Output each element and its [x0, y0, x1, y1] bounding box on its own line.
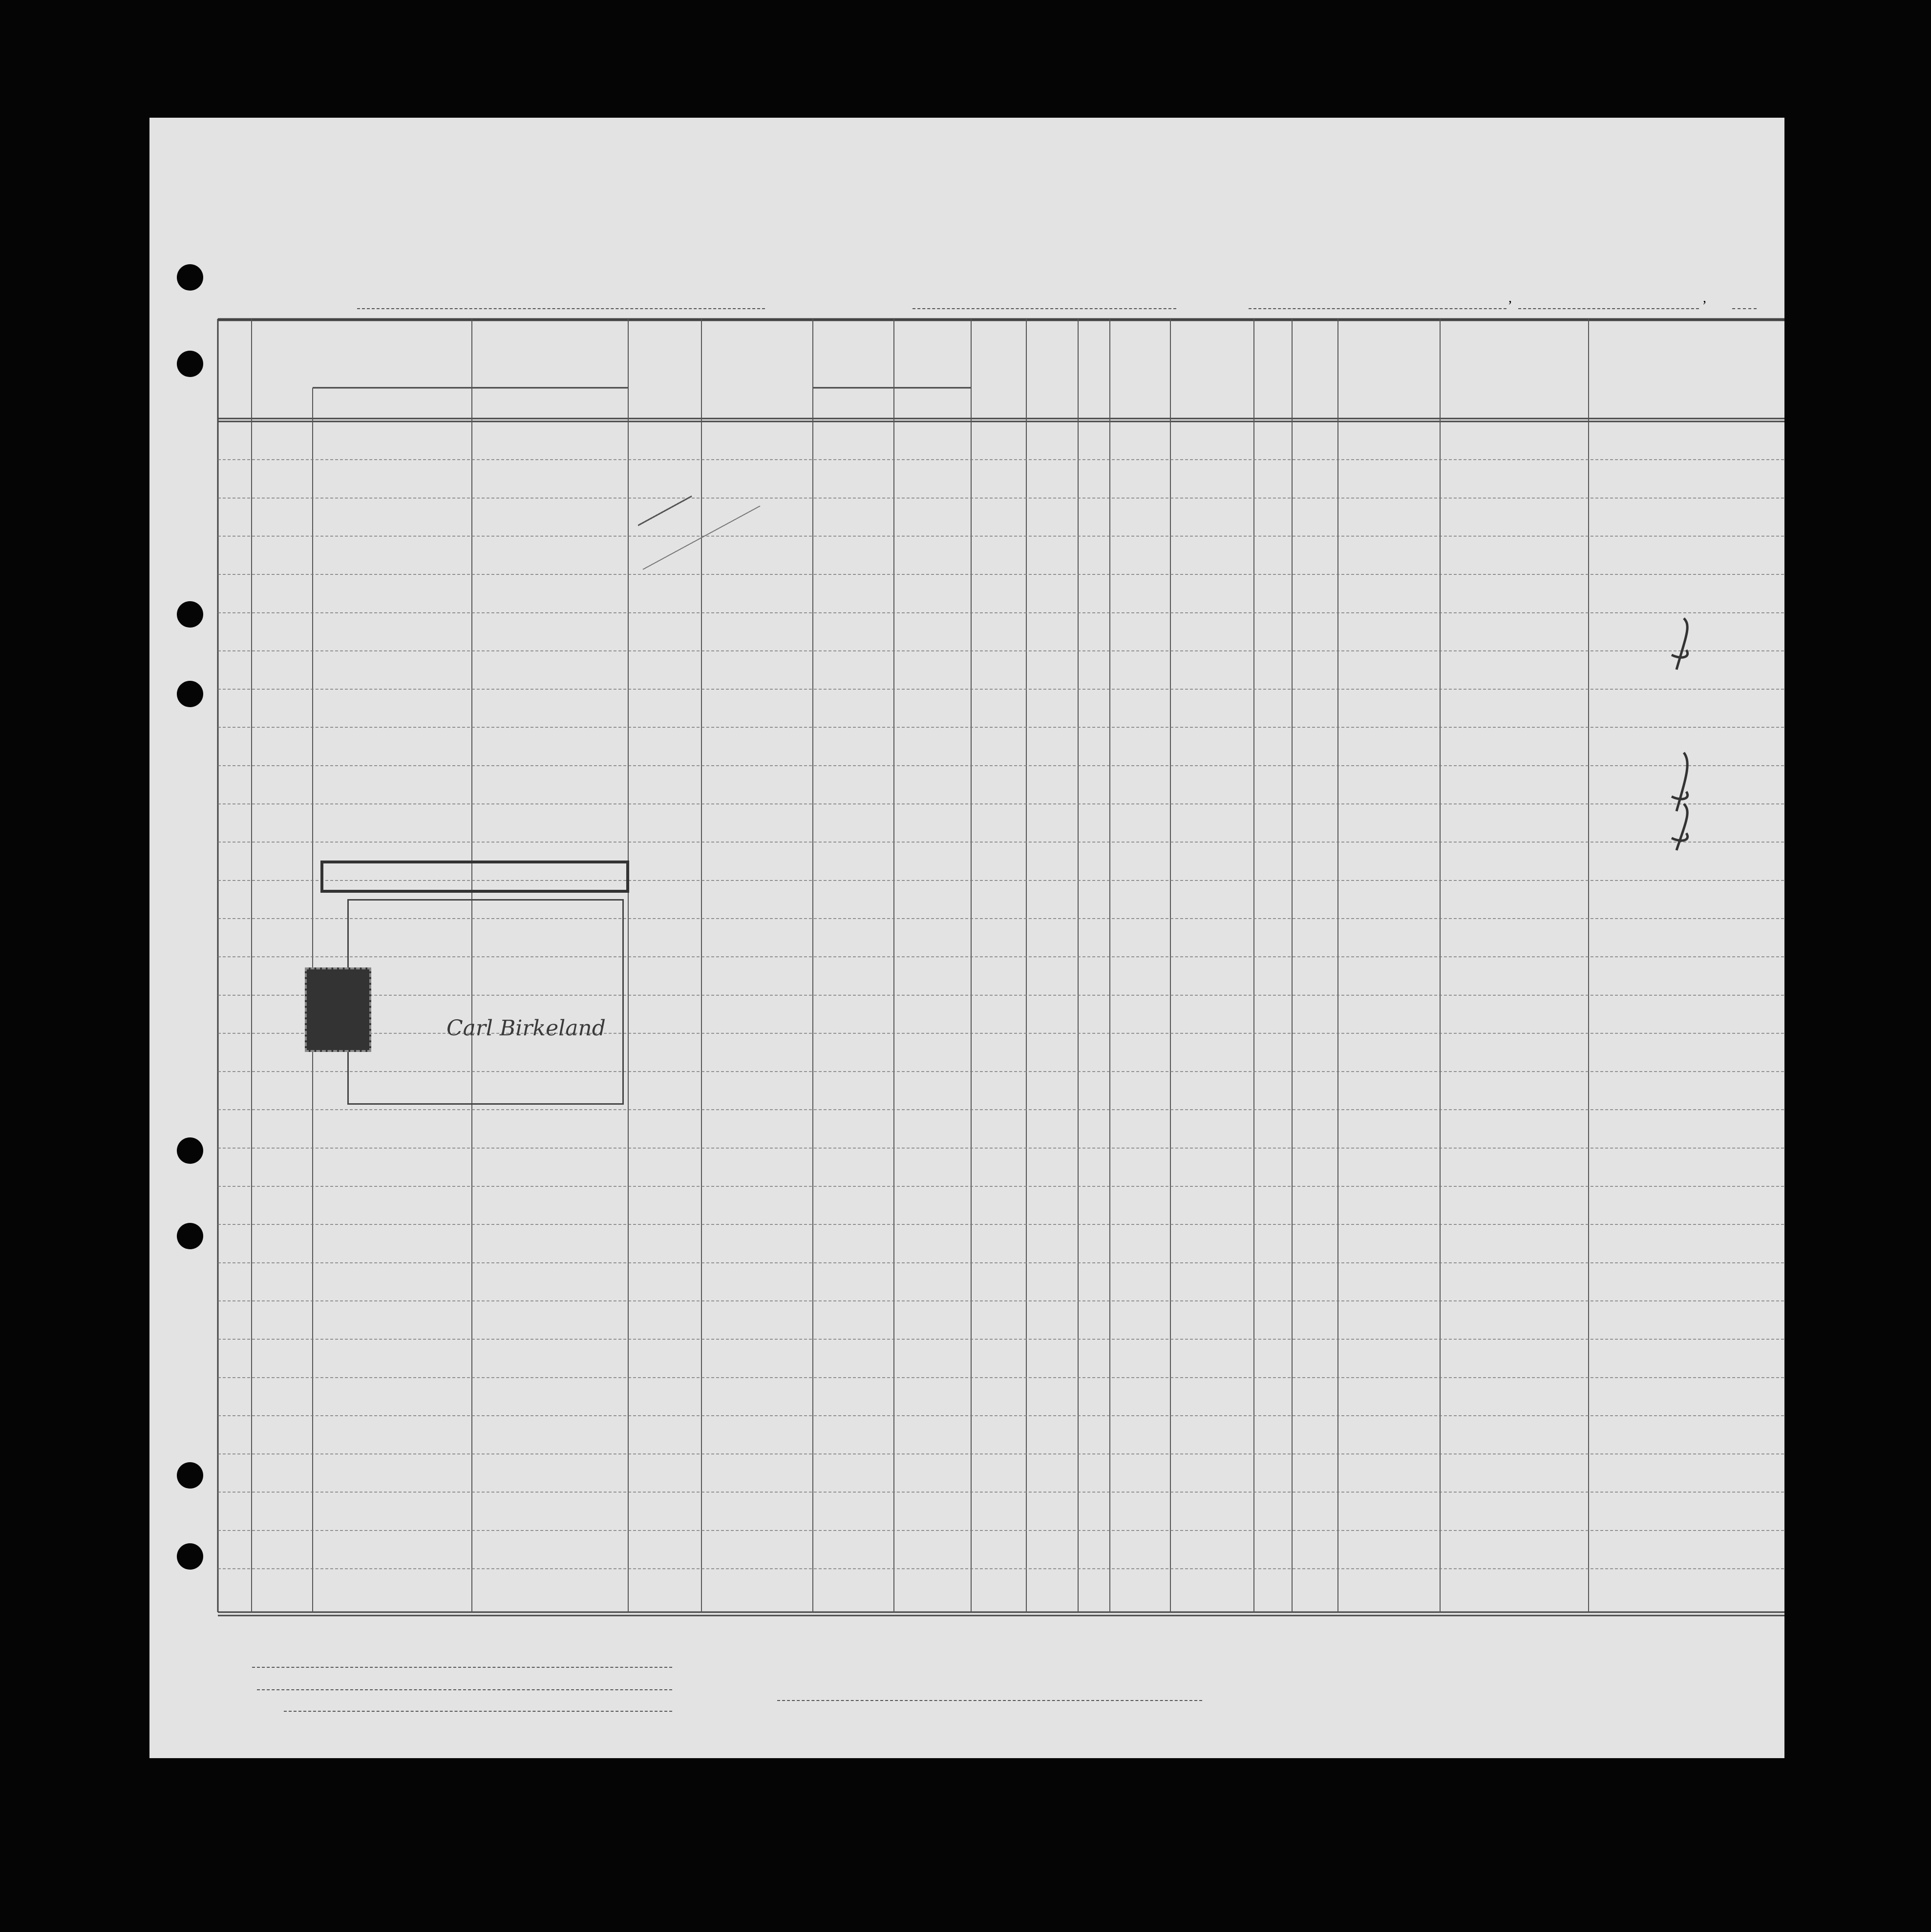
consular-stamp [347, 899, 624, 1105]
manifest-sheet: , , Carl Birkeland [149, 118, 1784, 1758]
consul-signature: Carl Birkeland [446, 1016, 606, 1041]
inspector-initials [1657, 616, 1716, 860]
fee-stamp [305, 967, 371, 1052]
closed-stamp [320, 861, 629, 893]
slash-annotation [638, 438, 872, 584]
